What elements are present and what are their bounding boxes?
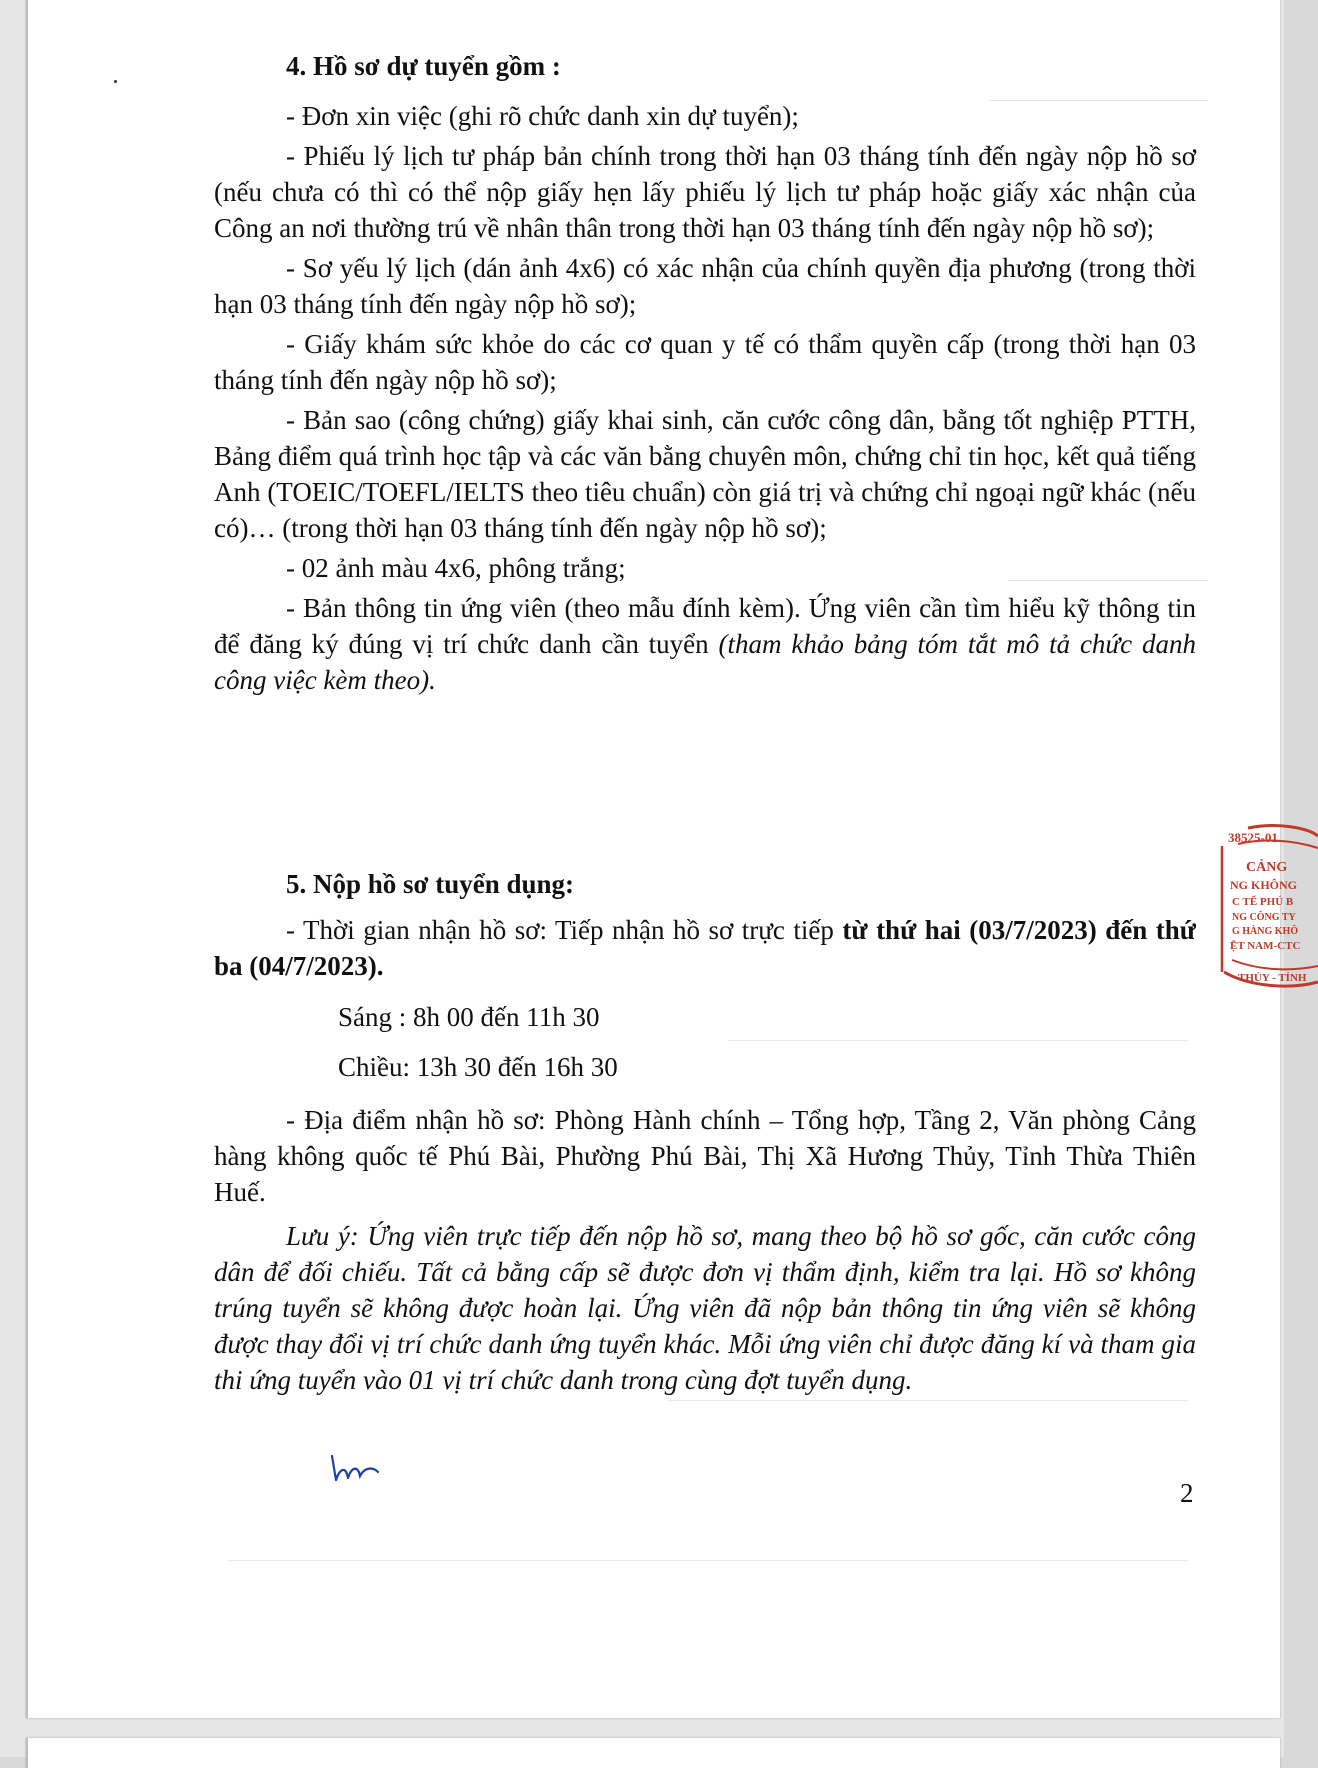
stamp-text: CẢNG xyxy=(1246,860,1288,875)
morning-hours: Sáng : 8h 00 đến 11h 30 xyxy=(338,1002,600,1032)
submission-dates: từ thứ hai (03/7/2023) đến thứ ba (04/7/2023). xyxy=(214,915,1196,981)
scan-speck xyxy=(114,80,117,83)
list-item: - Bản sao (công chứng) giấy khai sinh, căn cước công dân, bằng tốt nghiệp PTTH, Bảng điểm quá trình học tập và các văn bằng chuyên môn, chứng chỉ tin học, kết quả tiếng Anh (TOEIC/TOEFL/IELTS theo tiêu chuẩn) còn giá trị và chứng chỉ ngoại ngữ khác (nếu có)… (trong thời hạn 03 tháng tính đến ngày nộp hồ sơ); xyxy=(214,405,1196,543)
show-through-line xyxy=(668,1400,1188,1401)
working-hours xyxy=(214,992,1196,1092)
note-text: Ứng viên trực tiếp đến nộp hồ sơ, mang theo bộ hồ sơ gốc, căn cước công dân để đối chiếu. Tất cả bằng cấp sẽ được đơn vị thẩm định, kiểm tra lại. Hồ sơ không trúng tuyển sẽ không được hoàn lại. Ứng viên đã nộp bản thông tin ứng viên sẽ không được thay đổi vị trí chức danh ứng tuyển khác. Mỗi ứng viên chỉ được đăng kí và tham gia thi ứng tuyển vào 01 vị trí chức danh trong cùng đợt tuyển dụng. xyxy=(214,1221,1196,1395)
handwritten-initials xyxy=(328,1452,382,1486)
stamp-text: C TẾ PHÚ B xyxy=(1232,896,1294,908)
afternoon-hours: Chiều: 13h 30 đến 16h 30 xyxy=(338,1052,618,1082)
stamp-text: 38525-01 xyxy=(1228,830,1278,845)
section-5-body xyxy=(214,912,1196,1398)
list-item: - 02 ảnh màu 4x6, phông trắng; xyxy=(286,553,626,583)
note-label: Lưu ý: xyxy=(286,1221,359,1251)
stamp-text: NG KHÔNG xyxy=(1230,878,1298,892)
section-5-heading: 5. Nộp hồ sơ tuyển dụng: xyxy=(286,869,575,899)
document-page xyxy=(26,0,1307,1718)
list-item-italic-note: (tham khảo bảng tóm tắt mô tả chức danh công việc kèm theo). xyxy=(214,629,1196,695)
stamp-text: THỦY - TỈNH xyxy=(1238,972,1307,984)
list-item: - Sơ yếu lý lịch (dán ảnh 4x6) có xác nhận của chính quyền địa phương (trong thời hạn 03 tháng tính đến ngày nộp hồ sơ); xyxy=(214,253,1196,319)
list-item: - Đơn xin việc (ghi rõ chức danh xin dự tuyển); xyxy=(286,101,799,131)
list-item: - Giấy khám sức khỏe do các cơ quan y tế có thẩm quyền cấp (trong thời hạn 03 tháng tính đến ngày nộp hồ sơ); xyxy=(214,329,1196,395)
submission-time xyxy=(214,912,1196,984)
submission-time-text: - Thời gian nhận hồ sơ: Tiếp nhận hồ sơ trực tiếp xyxy=(286,915,843,945)
list-item xyxy=(214,590,1196,698)
stamp-text: ỆT NAM-CTC xyxy=(1230,940,1301,952)
page-number: 2 xyxy=(1180,1478,1194,1508)
list-item: - Phiếu lý lịch tư pháp bản chính trong thời hạn 03 tháng tính đến ngày nộp hồ sơ (nếu chưa có thì có thể nộp giấy hẹn lấy phiếu lý lịch tư pháp hoặc giấy xác nhận của Công an nơi thường trú về nhân thân trong thời hạn 03 tháng tính đến ngày nộp hồ sơ); xyxy=(214,141,1196,243)
section-4-list xyxy=(214,98,1196,702)
stamp-text: G HÀNG KHÔ xyxy=(1232,926,1299,937)
show-through-line xyxy=(228,1560,1188,1561)
list-item-text: - Bản thông tin ứng viên (theo mẫu đính kèm). Ứng viên cần tìm hiểu kỹ thông tin để đăng ký đúng vị trí chức danh cần tuyển xyxy=(214,593,1196,659)
submission-location: - Địa điểm nhận hồ sơ: Phòng Hành chính – Tổng hợp, Tầng 2, Văn phòng Cảng hàng không quốc tế Phú Bài, Phường Phú Bài, Thị Xã Hương Thủy, Tỉnh Thừa Thiên Huế. xyxy=(214,1105,1196,1207)
section-4-heading: 4. Hồ sơ dự tuyển gồm : xyxy=(286,51,561,81)
next-page-edge xyxy=(26,1738,1280,1768)
note-paragraph xyxy=(214,1218,1196,1398)
red-stamp xyxy=(1218,822,1318,992)
stamp-text: NG CÔNG TY xyxy=(1232,912,1296,923)
